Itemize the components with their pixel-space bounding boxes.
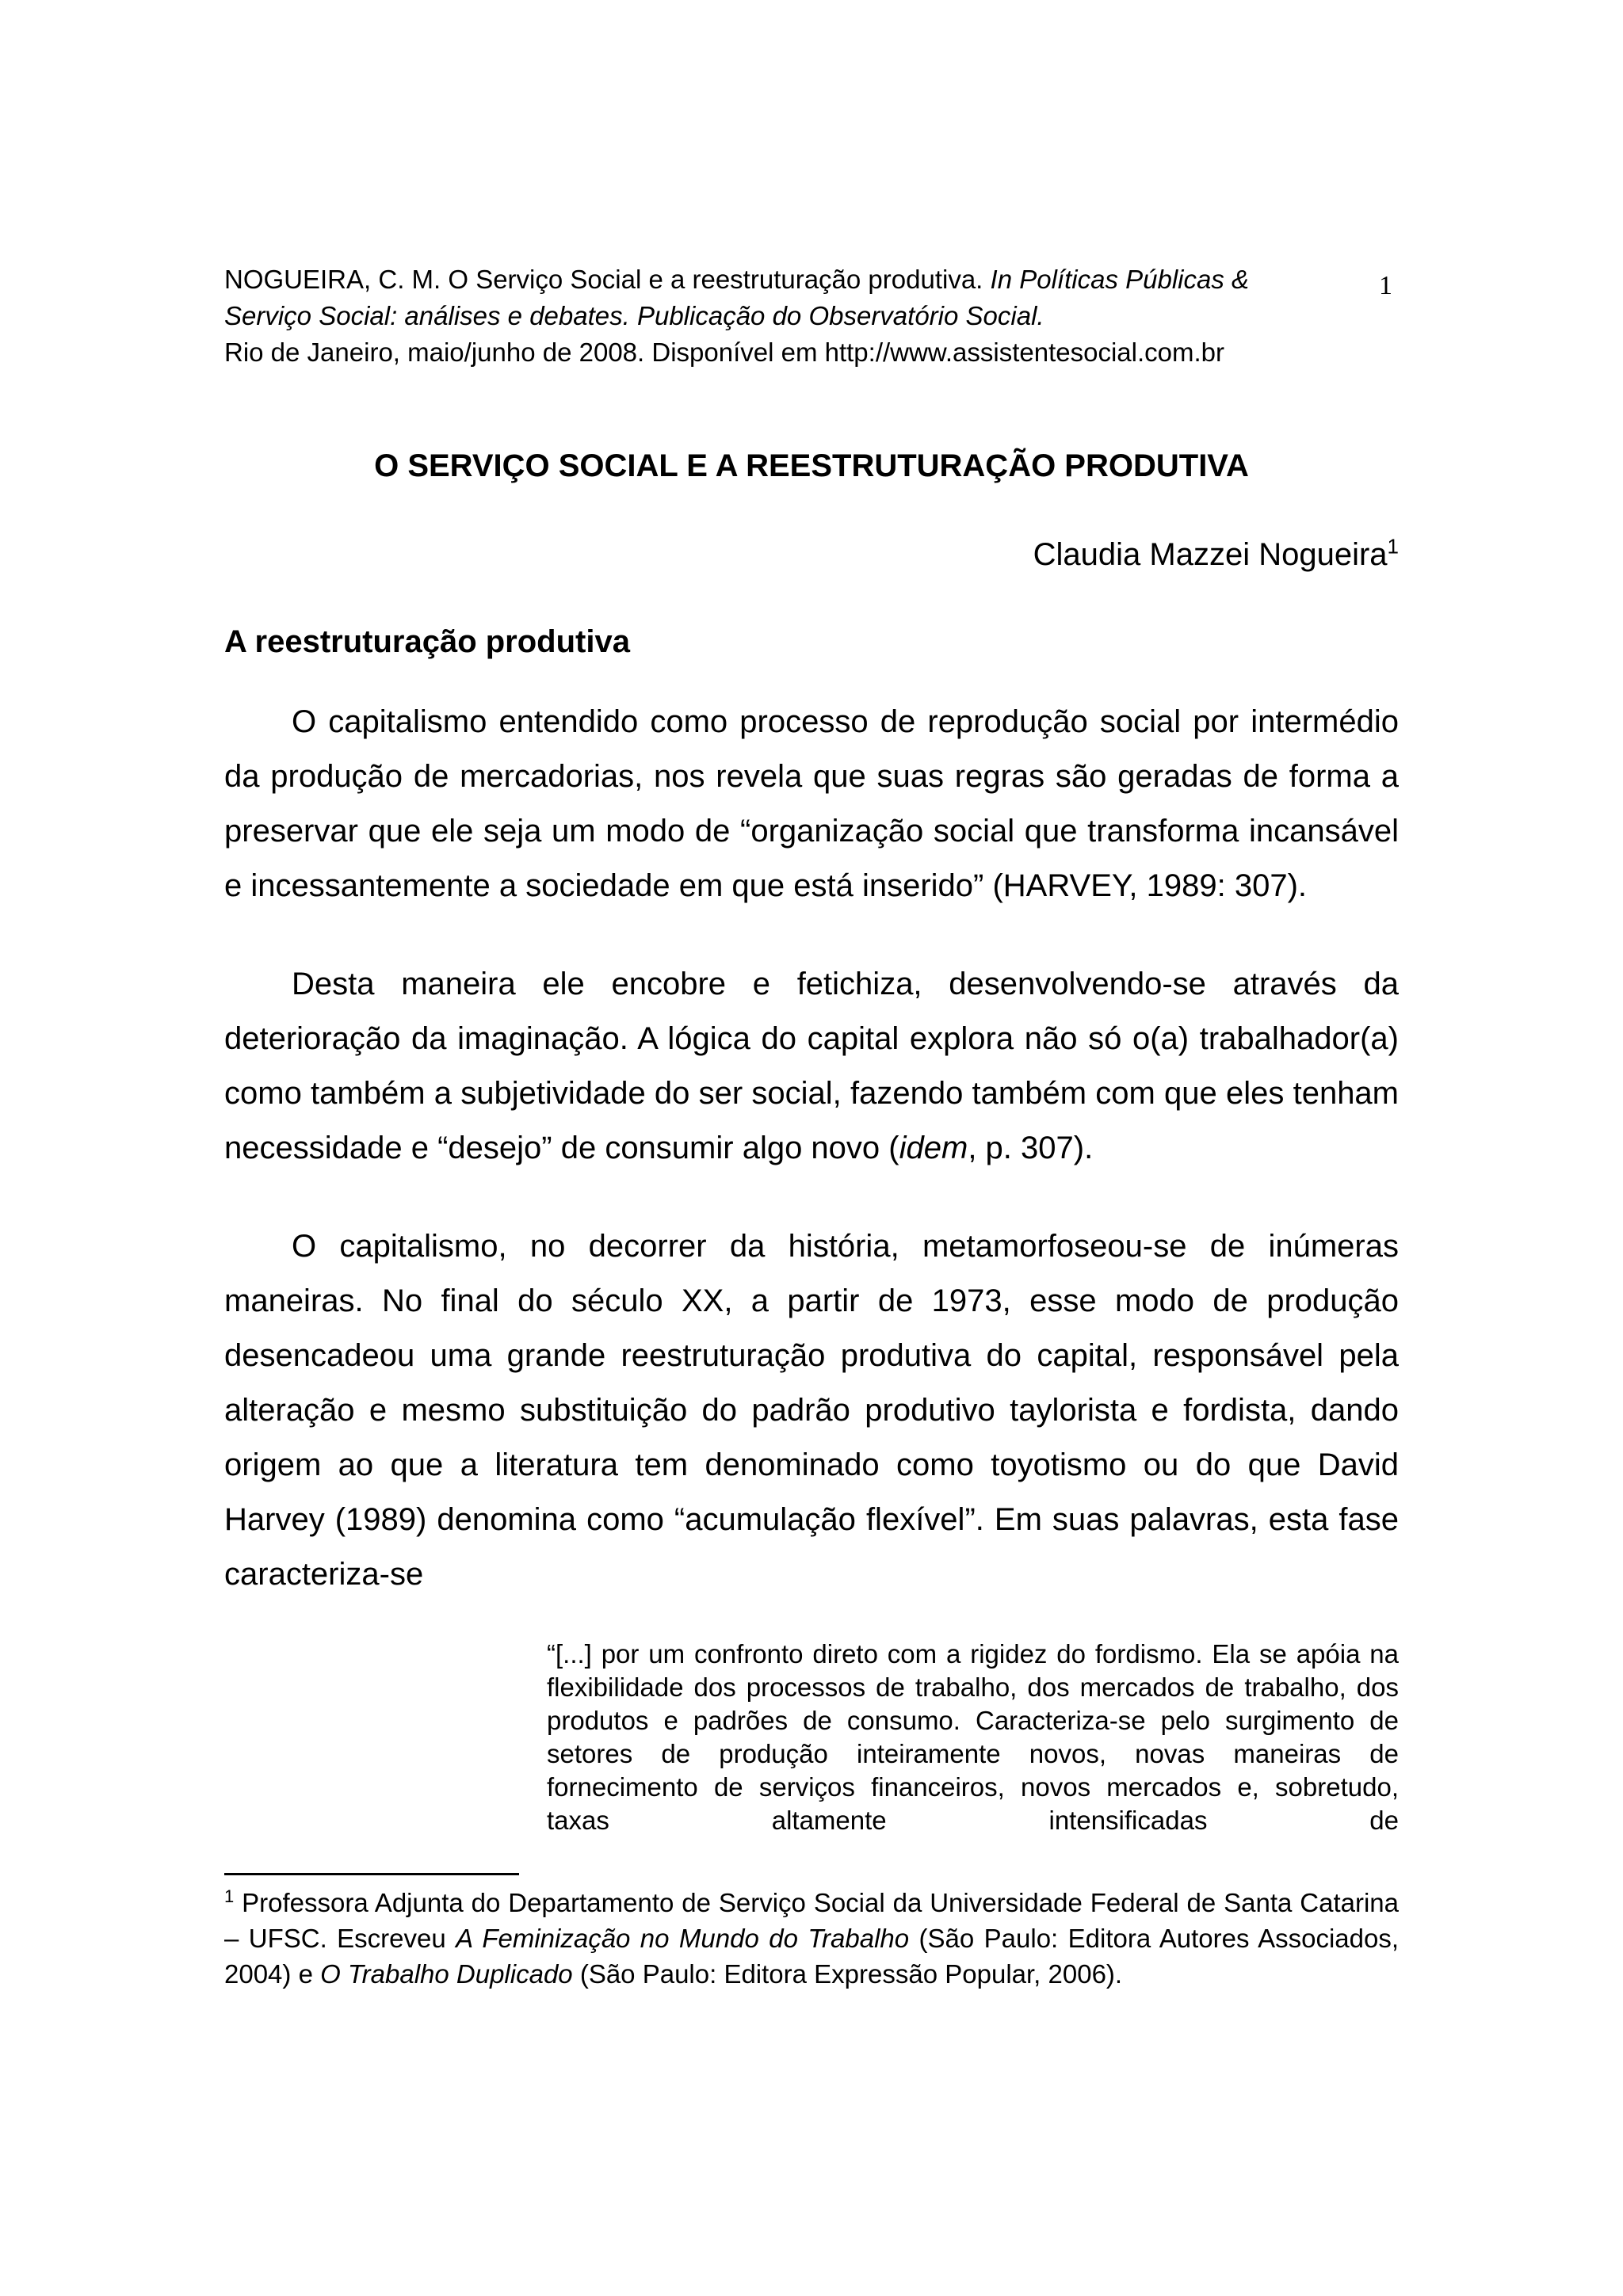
citation-line-2: Serviço Social: análises e debates. Publicação do Observatório Social.: [224, 301, 1044, 330]
author-name: Claudia Mazzei Nogueira: [1033, 537, 1388, 572]
paragraph-1: O capitalismo entendido como processo de reprodução social por intermédio da produção de mercadorias, nos revela que suas regras são geradas de forma a preservar que ele seja um modo de “organização social que transforma incansável e incessantemente a sociedade em que está inserido” (HARVEY, 1989: 307).: [224, 704, 1399, 903]
citation-header: [224, 261, 1399, 371]
footnote-area: [224, 1873, 1399, 1992]
citation-line-3: Rio de Janeiro, maio/junho de 2008. Disponível em http://www.assistentesocial.com.br: [224, 338, 1224, 367]
footnote: [224, 1885, 1399, 1992]
article-title: O SERVIÇO SOCIAL E A REESTRUTURAÇÃO PRODUTIVA: [374, 448, 1249, 483]
paragraph-2: Desta maneira ele encobre e fetichiza, desenvolvendo-se através da deterioração da imaginação. A lógica do capital explora não só o(a) trabalhador(a) como também a subjetividade do ser social, fazendo também com que eles tenham necessidade e “desejo” de consumir algo novo (idem, p. 307).: [224, 967, 1399, 1165]
author-footnote-ref: 1: [1387, 534, 1399, 559]
article-body: [224, 695, 1399, 1837]
page-number: 1: [1379, 271, 1392, 300]
section-heading: A reestruturação produtiva: [224, 624, 630, 659]
block-quote: “[...] por um confronto direto com a rigidez do fordismo. Ela se apóia na flexibilidade dos processos de trabalho, dos mercados de trabalho, dos produtos e padrões de consumo. Caracteriza-se pelo surgimento de setores de produção inteiramente novos, novas maneiras de fornecimento de serviços financeiros, novos mercados e, sobretudo, taxas altamente intensificadas de: [547, 1639, 1399, 1835]
footnote-ref: 1: [224, 1886, 235, 1906]
citation-line-1: NOGUEIRA, C. M. O Serviço Social e a reestruturação produtiva. In Políticas Públicas &: [224, 265, 1250, 294]
author-byline: [224, 535, 1399, 574]
footnote-text-content: Professora Adjunta do Departamento de Serviço Social da Universidade Federal de Santa Catarina – UFSC. Escreveu A Feminização no Mundo do Trabalho (São Paulo: Editora Autores Associados, 2004) e O Trabalho Duplicado (São Paulo: Editora Expressão Popular, 2006).: [224, 1888, 1400, 1989]
footnote-separator-rule: [224, 1873, 519, 1875]
paragraph-3: O capitalismo, no decorrer da história, metamorfoseou-se de inúmeras maneiras. No final do século XX, a partir de 1973, esse modo de produção desencadeou uma grande reestruturação produtiva do capital, responsável pela alteração e mesmo substituição do padrão produtivo taylorista e fordista, dando origem ao que a literatura tem denominado como toyotismo ou do que David Harvey (1989) denomina como “acumulação flexível”. Em suas palavras, esta fase caracteriza-se: [224, 1229, 1399, 1592]
